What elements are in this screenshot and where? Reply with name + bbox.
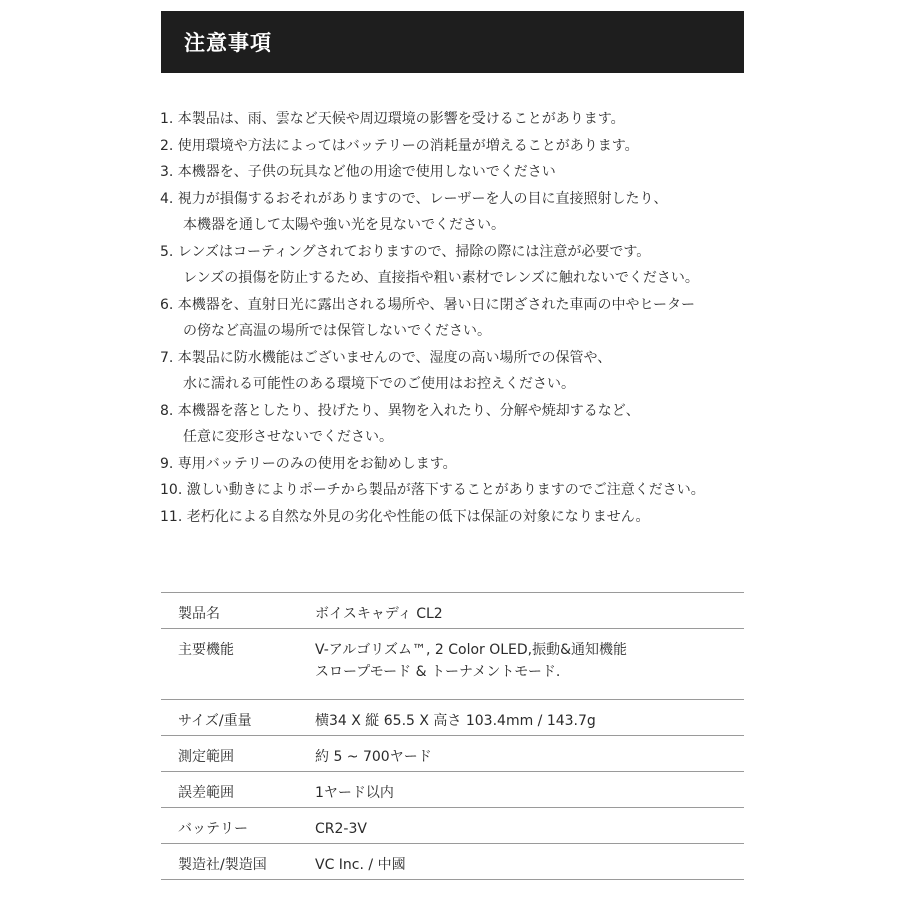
caution-item-line: レンズの損傷を防止するため、直接指や粗い素材でレンズに触れないでください。: [183, 270, 699, 286]
spec-row: [161, 700, 744, 736]
spec-value-line: スロープモード & トーナメントモード.: [315, 664, 561, 680]
spec-label: 測定範囲: [178, 749, 234, 765]
spec-value-line: 横34 X 縦 65.5 X 高さ 103.4mm / 143.7g: [315, 713, 596, 729]
caution-item-line: 2. 使用環境や方法によってはバッテリーの消耗量が増えることがあります。: [160, 137, 639, 154]
caution-list: [160, 106, 760, 530]
page-title: 注意事項: [184, 31, 272, 55]
spec-value-line: ボイスキャディ CL2: [315, 606, 443, 622]
spec-label: 製品名: [178, 606, 220, 622]
spec-table: [161, 592, 744, 880]
caution-item-line: 3. 本機器を、子供の玩具など他の用途で使用しないでください: [160, 164, 556, 180]
spec-value: [308, 629, 744, 700]
caution-item-line: 本機器を通して太陽や強い光を見ないでください。: [183, 217, 505, 233]
spec-row: [161, 593, 744, 629]
spec-label: 誤差範囲: [178, 785, 234, 801]
spec-value-line: 1ヤード以内: [315, 785, 394, 801]
spec-label: 製造社/製造国: [178, 857, 267, 873]
spec-value: [308, 844, 744, 880]
caution-item-line: 4. 視力が損傷するおそれがありますので、レーザーを人の目に直接照射したり、: [160, 190, 668, 207]
spec-row: [161, 808, 744, 844]
caution-item-line: 任意に変形させないでください。: [183, 429, 393, 445]
spec-value: [308, 700, 744, 736]
spec-value-line: V-アルゴリズム™, 2 Color OLED,振動&通知機能: [315, 642, 628, 658]
spec-row: [161, 736, 744, 772]
caution-item-line: 1. 本製品は、雨、雲など天候や周辺環境の影響を受けることがあります。: [160, 111, 625, 127]
caution-item-line: の傍など高温の場所では保管しないでください。: [183, 323, 491, 339]
spec-value-line: 約 5 ~ 700ヤード: [315, 749, 432, 765]
spec-value-line: VC Inc. / 中國: [315, 857, 406, 873]
spec-value: [308, 593, 744, 629]
spec-row: [161, 629, 744, 700]
spec-value: [308, 772, 744, 808]
caution-item-line: 8. 本機器を落としたり、投げたり、異物を入れたり、分解や焼却するなど、: [160, 402, 640, 419]
spec-value-line: CR2-3V: [315, 821, 367, 837]
caution-item-line: 11. 老朽化による自然な外見の劣化や性能の低下は保証の対象になりません。: [160, 508, 650, 525]
header-bar: [161, 11, 744, 73]
spec-row: [161, 772, 744, 808]
spec-label: サイズ/重量: [178, 713, 252, 729]
caution-item-line: 6. 本機器を、直射日光に露出される場所や、暑い日に閉ざされた車両の中やヒーター: [160, 296, 695, 313]
spec-value: [308, 736, 744, 772]
caution-item-line: 5. レンズはコーティングされておりますので、掃除の際には注意が必要です。: [160, 243, 651, 260]
spec-label: 主要機能: [178, 642, 234, 658]
caution-item-line: 7. 本製品に防水機能はございませんので、湿度の高い場所での保管や、: [160, 349, 612, 366]
caution-item-line: 9. 専用バッテリーのみの使用をお勧めします。: [160, 455, 457, 472]
caution-item-line: 水に濡れる可能性のある環境下でのご使用はお控えください。: [183, 376, 575, 392]
caution-item-line: 10. 激しい動きによりポーチから製品が落下することがありますのでご注意ください。: [160, 482, 705, 498]
spec-value: [308, 808, 744, 844]
spec-label: バッテリー: [178, 821, 248, 837]
spec-row: [161, 844, 744, 880]
